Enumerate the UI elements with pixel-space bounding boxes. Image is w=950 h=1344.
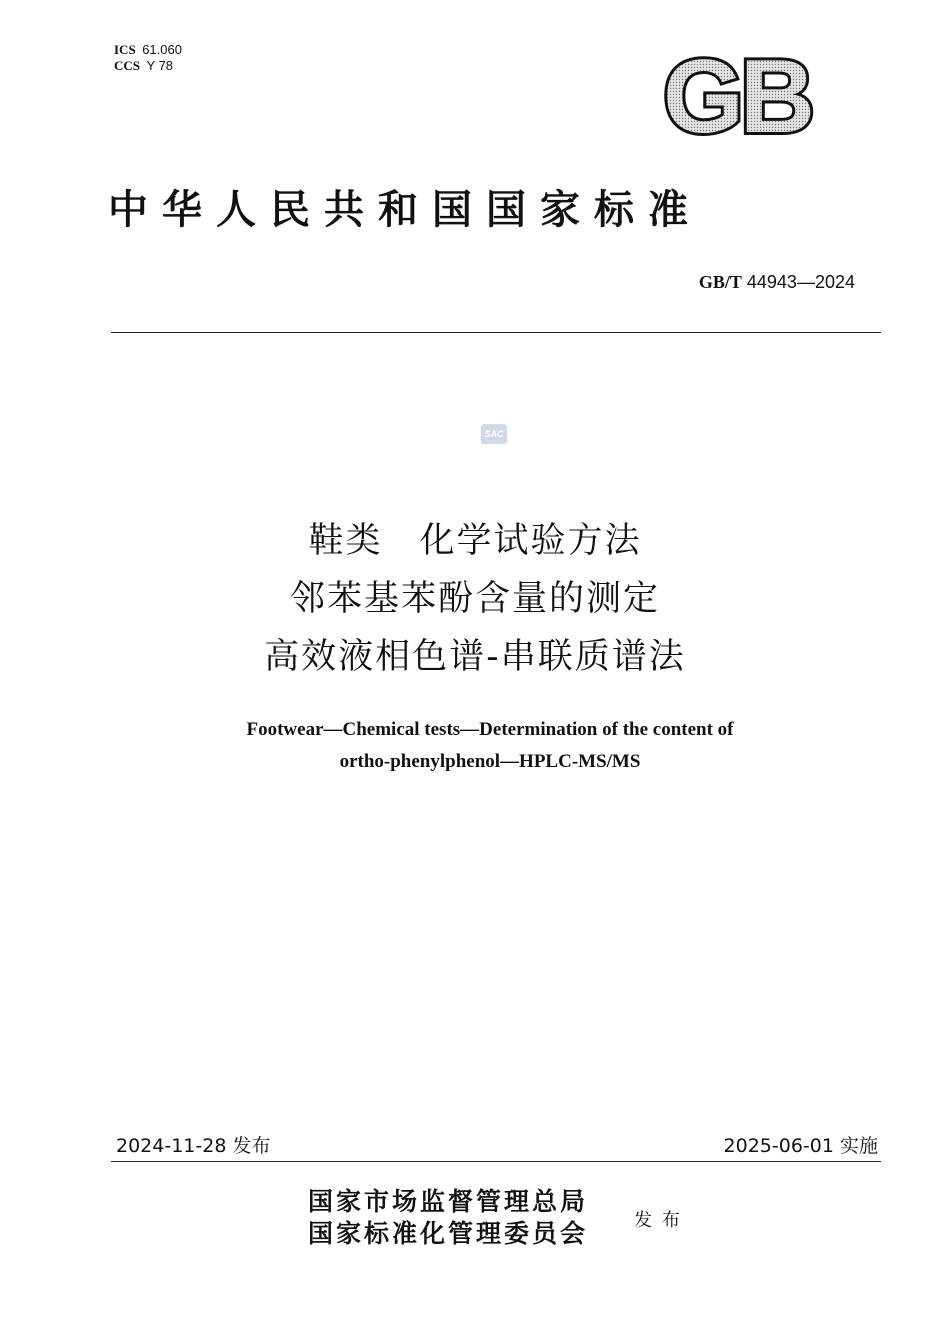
- title-line-3: 高效液相色谱-串联质谱法: [264, 637, 686, 677]
- standard-prefix: GB/T: [698, 272, 742, 292]
- ics-value: 61.060: [142, 42, 182, 57]
- title-line-2: 邻苯基苯酚含量的测定: [289, 579, 660, 619]
- release-label: 发布: [634, 1210, 690, 1231]
- english-title-line-1: Footwear—Chemical tests—Determination of the content of: [246, 719, 734, 740]
- english-title: [0, 714, 950, 778]
- classification-codes: [114, 42, 182, 74]
- chinese-title: [0, 512, 950, 686]
- english-title-line-2: ortho-phenylphenol—HPLC-MS/MS: [339, 751, 641, 772]
- ics-label: ICS: [114, 42, 136, 57]
- standard-code: 44943—2024: [746, 272, 855, 292]
- top-divider: [111, 332, 881, 333]
- gb-logo-letters: GB: [663, 48, 811, 144]
- issuer-sac: 国家标准化管理委员会: [308, 1219, 589, 1248]
- sac-watermark: SAC: [481, 424, 507, 444]
- standard-number: [699, 272, 855, 293]
- implementation-date: 2025-06-01 实施: [723, 1135, 878, 1157]
- title-line-1: 鞋类 化学试验方法: [308, 521, 642, 561]
- ics-line: [114, 42, 182, 58]
- issuing-authorities: [308, 1186, 588, 1250]
- ccs-label: CCS: [114, 58, 141, 73]
- ccs-value: Y 78: [146, 58, 174, 73]
- bottom-divider: [111, 1161, 881, 1162]
- issue-date: 2024-11-28 发布: [116, 1135, 271, 1157]
- issuer-samr: 国家市场监督管理总局: [308, 1187, 589, 1216]
- ccs-line: [114, 58, 182, 74]
- gb-logo: [642, 48, 832, 144]
- national-standard-heading: 中华人民共和国国家标准: [108, 186, 702, 233]
